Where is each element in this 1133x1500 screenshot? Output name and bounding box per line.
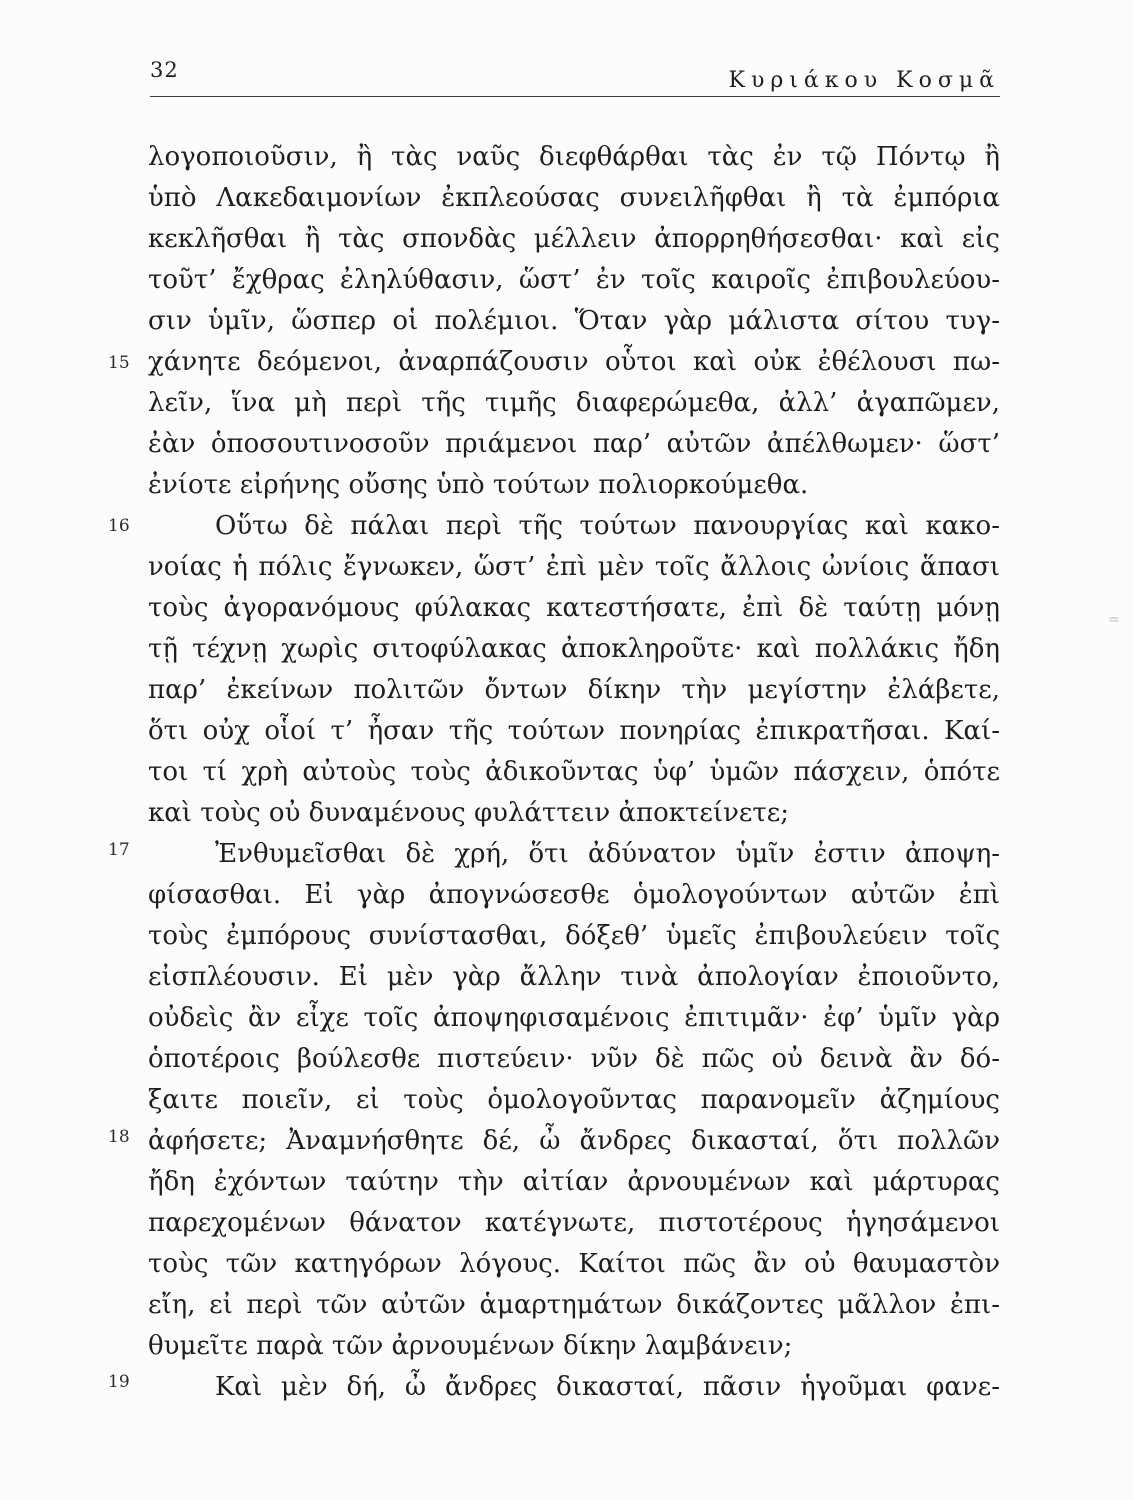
header-rule (150, 96, 1000, 97)
text-line: οὐδεὶς ἂν εἶχε τοῖς ἀποψηφισαμένοις ἐπιτιμᾶν· ἐφ’ ὑμῖν γὰρ (148, 1003, 1000, 1033)
text-line: σιν ὑμῖν, ὥσπερ οἱ πολέμιοι. Ὅταν γὰρ μάλιστα σίτου τυγ- (148, 306, 1000, 336)
text-line: τοὺς ἐμπόρους συνίστασθαι, δόξεθ’ ὑμεῖς ἐπιβουλεύειν τοῖς (148, 921, 1000, 951)
text-line: θυμεῖτε παρὰ τῶν ἀρνουμένων δίκην λαμβάνειν; (148, 1331, 793, 1361)
text-line: φίσασθαι. Εἰ γὰρ ἀπογνώσεσθε ὁμολογούντων αὐτῶν ἐπὶ (148, 880, 1000, 910)
section-number-19: 19 (108, 1372, 130, 1392)
text-line: ἐνίοτε εἰρήνης οὔσης ὑπὸ τούτων πολιορκούμεθα. (148, 470, 809, 500)
page-header (150, 58, 1000, 98)
text-line: καὶ τοὺς οὐ δυναμένους φυλάττειν ἀποκτείνετε; (148, 798, 789, 828)
text-line: νοίας ἡ πόλις ἔγνωκεν, ὥστ’ ἐπὶ μὲν τοῖς ἄλλοις ὠνίοις ἅπασι (148, 552, 1000, 582)
text-line: παρεχομένων θάνατον κατέγνωτε, πιστοτέρους ἡγησάμενοι (148, 1208, 1000, 1238)
text-line: εἴη, εἰ περὶ τῶν αὐτῶν ἁμαρτημάτων δικάζοντες μᾶλλον ἐπι- (148, 1290, 1000, 1320)
running-head: Κυριάκου Κοσμᾶ (728, 68, 1000, 93)
text-line: κεκλῆσθαι ἢ τὰς σπονδὰς μέλλειν ἀπορρηθήσεσθαι· καὶ εἰς (148, 224, 1000, 254)
section-number-17: 17 (108, 840, 130, 860)
edge-mark: = (1108, 612, 1120, 628)
text-line: εἰσπλέουσιν. Εἰ μὲν γὰρ ἄλλην τινὰ ἀπολογίαν ἐποιοῦντο, (148, 962, 1000, 992)
text-line: ἀφήσετε; Ἀναμνήσθητε δέ, ὦ ἄνδρες δικασταί, ὅτι πολλῶν (148, 1126, 1000, 1156)
text-line: τοι τί χρὴ αὐτοὺς τοὺς ἀδικοῦντας ὑφ’ ὑμῶν πάσχειν, ὁπότε (148, 757, 1000, 787)
text-line: λεῖν, ἵνα μὴ περὶ τῆς τιμῆς διαφερώμεθα, ἀλλ’ ἀγαπῶμεν, (148, 388, 1000, 418)
text-line: Ἐνθυμεῖσθαι δὲ χρή, ὅτι ἀδύνατον ὑμῖν ἐστιν ἀποψη- (215, 839, 1000, 869)
page-number: 32 (150, 58, 179, 82)
text-line: χάνητε δεόμενοι, ἀναρπάζουσιν οὗτοι καὶ οὐκ ἐθέλουσι πω- (148, 347, 1000, 377)
section-number-15: 15 (108, 353, 130, 373)
text-line: ὁποτέροις βούλεσθε πιστεύειν· νῦν δὲ πῶς οὐ δεινὰ ἂν δό- (148, 1044, 1000, 1074)
text-line: Οὕτω δὲ πάλαι περὶ τῆς τούτων πανουργίας καὶ κακο- (215, 511, 1000, 541)
section-number-16: 16 (108, 516, 130, 536)
text-line: ὅτι οὐχ οἷοί τ’ ἦσαν τῆς τούτων πονηρίας ἐπικρατῆσαι. Καί- (148, 716, 1000, 746)
text-line: παρ’ ἐκείνων πολιτῶν ὄντων δίκην τὴν μεγίστην ἐλάβετε, (148, 675, 1000, 705)
text-line: τοὺς τῶν κατηγόρων λόγους. Καίτοι πῶς ἂν οὐ θαυμαστὸν (148, 1249, 1000, 1279)
text-line: Καὶ μὲν δή, ὦ ἄνδρες δικασταί, πᾶσιν ἡγοῦμαι φανε- (215, 1372, 1000, 1402)
text-line: τοῦτ’ ἔχθρας ἐληλύθασιν, ὥστ’ ἐν τοῖς καιροῖς ἐπιβουλεύου- (148, 265, 1000, 295)
text-line: ὑπὸ Λακεδαιμονίων ἐκπλεούσας συνειλῆφθαι ἢ τὰ ἐμπόρια (148, 183, 1000, 213)
text-line: λογοποιοῦσιν, ἢ τὰς ναῦς διεφθάρθαι τὰς ἐν τῷ Πόντῳ ἢ (148, 142, 1000, 172)
text-line: ἤδη ἐχόντων ταύτην τὴν αἰτίαν ἀρνουμένων καὶ μάρτυρας (148, 1167, 1000, 1197)
section-number-18: 18 (108, 1127, 130, 1147)
text-line: ἐὰν ὁποσουτινοσοῦν πριάμενοι παρ’ αὐτῶν ἀπέλθωμεν· ὥστ’ (148, 429, 1000, 459)
text-line: τοὺς ἀγορανόμους φύλακας κατεστήσατε, ἐπὶ δὲ ταύτῃ μόνῃ (148, 593, 1000, 623)
text-line: ξαιτε ποιεῖν, εἰ τοὺς ὁμολογοῦντας παρανομεῖν ἀζημίους (148, 1085, 1000, 1115)
text-line: τῇ τέχνῃ χωρὶς σιτοφύλακας ἀποκληροῦτε· καὶ πολλάκις ἤδη (148, 634, 1000, 664)
